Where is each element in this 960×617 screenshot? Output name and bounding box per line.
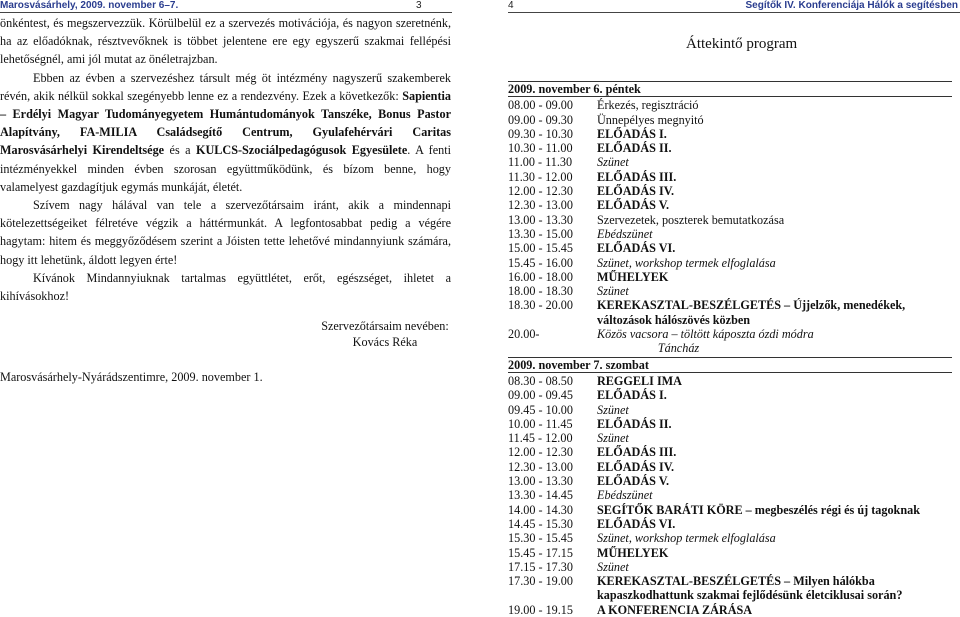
schedule-row [508, 374, 960, 388]
schedule-time: 17.30 - 19.00 [508, 574, 573, 589]
schedule-row [508, 227, 960, 241]
schedule-row [508, 327, 960, 341]
schedule-row [508, 113, 960, 127]
schedule-row [508, 546, 960, 560]
schedule-event: ELŐADÁS II. [597, 416, 672, 431]
schedule-row [508, 256, 960, 270]
schedule-time: 12.30 - 13.00 [508, 198, 573, 213]
place-date: Marosvásárhely-Nyárádszentimre, 2009. november 1. [0, 370, 263, 384]
schedule-event: Szünet [597, 155, 629, 170]
signature-block [318, 318, 452, 350]
schedule-event: Ebédszünet [597, 226, 653, 241]
schedule-event: ELŐADÁS V. [597, 198, 670, 213]
schedule-event: Érkezés, regisztráció [597, 98, 699, 113]
schedule-row [508, 431, 960, 445]
schedule-time: 11.00 - 11.30 [508, 155, 573, 170]
schedule-event: Szünet, workshop termek elfoglalása [597, 531, 776, 546]
day2-label: 2009. november 7. szombat [508, 357, 952, 373]
schedule-row [508, 155, 960, 169]
schedule-time: 18.00 - 18.30 [508, 284, 573, 299]
schedule-event: ELŐADÁS VI. [597, 241, 676, 256]
schedule-time: 13.30 - 14.45 [508, 488, 573, 503]
schedule-row [508, 417, 960, 431]
schedule-row [508, 298, 960, 312]
schedule-time: 19.00 - 19.15 [508, 602, 573, 617]
schedule-event: ELŐADÁS I. [597, 126, 667, 141]
letter-p2-text-c: és a [164, 143, 196, 158]
schedule-row [508, 517, 960, 531]
schedule-row [508, 574, 960, 588]
letter-paragraph-4: Kívánok Mindannyiuknak tartalmas együttlétet, erőt, egészséget, ihletet a kihívásokhoz! [0, 270, 451, 304]
signature-name: Kovács Réka [352, 335, 418, 349]
schedule-event: Szünet [597, 431, 629, 446]
schedule-event: KEREKASZTAL-BESZÉLGETÉS – Újjelzők, menedékek, [597, 298, 906, 313]
schedule-row [508, 284, 960, 298]
day1-dance: Táncház [657, 341, 700, 356]
schedule-event: A KONFERENCIA ZÁRÁSA [597, 602, 753, 617]
letter-body [0, 14, 451, 305]
schedule-event: Szünet, workshop termek elfoglalása [597, 255, 776, 270]
schedule-time: 12.00 - 12.30 [508, 445, 573, 460]
header-left: Marosvásárhely, 2009. november 6–7. [0, 0, 179, 11]
schedule-event: ELŐADÁS VI. [597, 516, 676, 531]
day2-roundtable-cont: kapaszkodhattunk szakmai fejlődésünk életciklusai során? [597, 588, 903, 603]
schedule-time: 09.30 - 10.30 [508, 126, 573, 141]
program-schedule [508, 80, 960, 617]
schedule-row [508, 213, 960, 227]
schedule-time: 08.00 - 09.00 [508, 98, 573, 113]
schedule-row [508, 141, 960, 155]
schedule-time: 11.30 - 12.00 [508, 169, 573, 184]
schedule-time: 12.30 - 13.00 [508, 459, 573, 474]
schedule-event: Szünet [597, 284, 629, 299]
schedule-time: 18.30 - 20.00 [508, 298, 573, 313]
schedule-time: 15.45 - 16.00 [508, 255, 573, 270]
page-number-left: 3 [416, 0, 422, 11]
schedule-row [508, 241, 960, 255]
header-rule-left [0, 12, 452, 13]
program-title: Áttekintő program [686, 36, 798, 52]
letter-p2-kulcs: KULCS-Szociálpedagógusok Egyesülete [195, 143, 408, 158]
day1-rows [508, 98, 960, 312]
schedule-row [508, 560, 960, 574]
schedule-event: Szünet [597, 559, 629, 574]
day2-rows [508, 374, 960, 588]
schedule-event: Ebédszünet [597, 488, 653, 503]
schedule-event: KEREKASZTAL-BESZÉLGETÉS – Milyen hálókba [597, 574, 875, 589]
schedule-time: 16.00 - 18.00 [508, 269, 573, 284]
page-number-right: 4 [508, 0, 514, 11]
header-rule-right [508, 12, 960, 13]
signature-line-1: Szervezőtársaim nevében: [321, 319, 449, 333]
schedule-time: 09.00 - 09.45 [508, 388, 573, 403]
schedule-event: ELŐADÁS IV. [597, 184, 674, 199]
schedule-row [508, 531, 960, 545]
schedule-time: 09.45 - 10.00 [508, 402, 573, 417]
day1-roundtable-cont: változások hálószövés közben [597, 312, 751, 327]
schedule-row [508, 403, 960, 417]
letter-p2-text-e: . A fenti intézményekkel minden évben szorosan együttműködünk, és bízom benne, hogy valamelyest gazdagítjuk egymás munkáját, életét. [0, 143, 452, 194]
schedule-row [508, 170, 960, 184]
schedule-event: ELŐADÁS I. [597, 388, 667, 403]
schedule-row [508, 503, 960, 517]
schedule-event: ELŐADÁS II. [597, 141, 672, 156]
schedule-event: SEGÍTŐK BARÁTI KÖRE – megbeszélés régi és új tagoknak [597, 502, 920, 517]
schedule-time: 14.00 - 14.30 [508, 502, 573, 517]
letter-p2-text-a: Ebben az évben a szervezéshez társult még öt intézmény nagyszerű szakemberek révén, akik nélkül sokkal szegényebb lenne ez a rendezvény. Ezek a következők: [0, 70, 451, 103]
schedule-time: 11.45 - 12.00 [508, 431, 573, 446]
schedule-event: MŰHELYEK [597, 545, 669, 560]
schedule-time: 15.00 - 15.45 [508, 241, 573, 256]
schedule-event: MŰHELYEK [597, 269, 669, 284]
schedule-time: 17.15 - 17.30 [508, 559, 573, 574]
schedule-event: Szünet [597, 402, 629, 417]
schedule-row [508, 127, 960, 141]
schedule-row [508, 445, 960, 459]
schedule-event: ELŐADÁS IV. [597, 459, 674, 474]
letter-paragraph-2 [0, 69, 451, 196]
schedule-time: 13.00 - 13.30 [508, 474, 573, 489]
schedule-event: ELŐADÁS V. [597, 474, 670, 489]
schedule-time: 13.00 - 13.30 [508, 212, 573, 227]
schedule-time: 09.00 - 09.30 [508, 112, 573, 127]
letter-p2-partners: Sapientia – Erdélyi Magyar Tudományegyetem Humántudományok Tanszéke, Bonus Pastor Alapítvány, FA-MILIA Családsegítő Centrum, Gyulafehérvári Caritas Marosvásárhelyi Kirendeltsége [0, 88, 451, 158]
schedule-row [508, 388, 960, 402]
day1-label: 2009. november 6. péntek [508, 81, 952, 97]
schedule-event: Közös vacsora – töltött káposzta ózdi módra [597, 327, 814, 342]
schedule-time: 08.30 - 08.50 [508, 373, 573, 388]
schedule-row [508, 474, 960, 488]
schedule-event: ELŐADÁS III. [597, 445, 677, 460]
schedule-time: 15.45 - 17.15 [508, 545, 573, 560]
schedule-time: 10.30 - 11.00 [508, 141, 573, 156]
schedule-row [508, 184, 960, 198]
schedule-row [508, 198, 960, 212]
schedule-row [508, 98, 960, 112]
header-right: Segítők IV. Konferenciája Hálók a segítésben [745, 0, 958, 11]
schedule-time: 10.00 - 11.45 [508, 416, 573, 431]
schedule-row [508, 460, 960, 474]
schedule-time: 12.00 - 12.30 [508, 184, 573, 199]
schedule-event: REGGELI IMA [597, 373, 682, 388]
schedule-event: Szervezetek, poszterek bemutatkozása [597, 212, 785, 227]
schedule-event: ELŐADÁS III. [597, 169, 677, 184]
schedule-time: 15.30 - 15.45 [508, 531, 573, 546]
schedule-row [508, 488, 960, 502]
letter-paragraph-3: Szívem nagy hálával van tele a szervezőtársaim iránt, akik a mindennapi kötelezettségeiket félretéve végzik a háttérmunkát. A legfontosabbat pedig a végére hagytam: hitem és meggyőződésem szerint a Jóisten tette lehetővé mindannyiunk számára, hogy itt lehetünk, áldott legyen érte! [0, 198, 451, 267]
schedule-time: 20.00- [508, 327, 540, 342]
schedule-row [508, 603, 960, 617]
schedule-time: 13.30 - 15.00 [508, 226, 573, 241]
schedule-row [508, 270, 960, 284]
schedule-event: Ünnepélyes megnyitó [597, 112, 704, 127]
schedule-time: 14.45 - 15.30 [508, 516, 573, 531]
letter-paragraph-1: önkéntest, és megszervezzük. Körülbelül ez a szervezés motivációja, és nagyon szeretnénk, ha az előadóknak, résztvevőknek is többet jelentene ere egy egyszerű szakmai fellépési lehetőségnél, ami jól mutat az önéletrajzban. [0, 16, 451, 67]
